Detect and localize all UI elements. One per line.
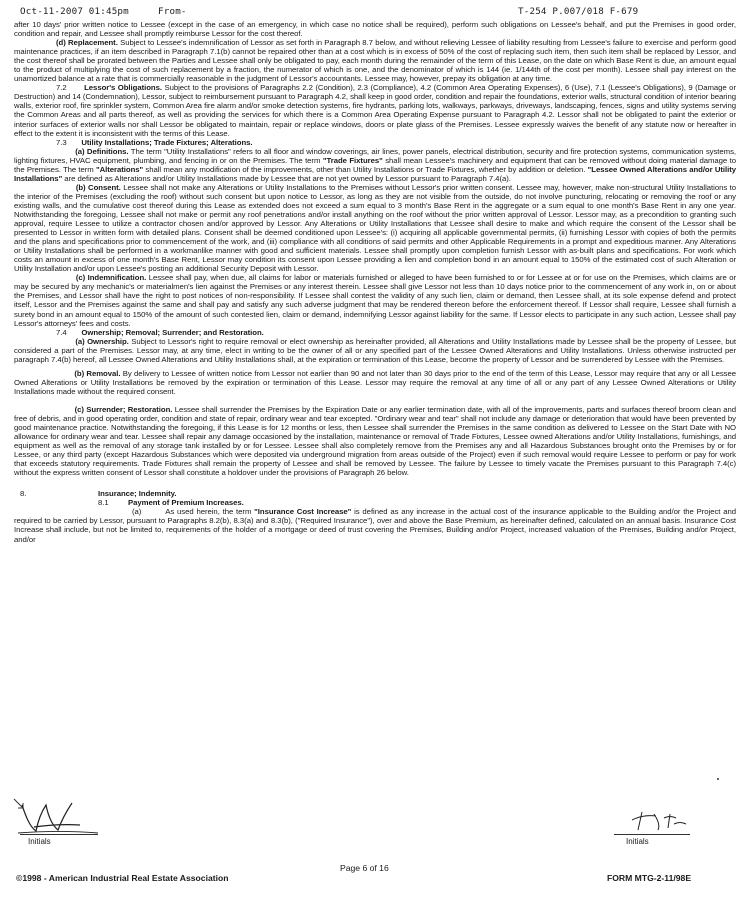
heading-indemnification: (c) Indemnification. [75,273,147,283]
intro-paragraph: after 10 days' prior written notice to Lessee (except in the case of an emergency, in which case no notice shall be required), perform such obligations on Lessee's behalf, and put the Premises in good order, condition and repair, and Lessee shall promptly reimburse Lessor for the cost thereof. [14,20,736,39]
paragraph-7-3-c: (c) Indemnification. Lessee shall pay, when due, all claims for labor or materials furnished or alleged to have been furnished to or for Lessee at or for use on the Premises, which claims are or may be secured by any mechanic's or materialmen's lien against the Premises or any interest therein. Lessee shall give Lessor not less than 10 days notice prior to the commencement of any work in, on or about the Premises, and Lessor shall have the right to post notices of non-responsibility. If Lessee shall contest the validity of any such lien, claim or demand, then Lessee shall, at its sole expense defend and protect itself, Lessor and the Premises against the same and shall pay and satisfy any such adverse judgment that may be rendered thereon before the enforcement thereof. If Lessor shall require, Lessee shall furnish a surety bond in an amount equal to 150% of the amount of such contested lien, claim or demand, indemnifying Lessor against liability for the same. If Lessor elects to participate in any such action, Lessee shall pay Lessor's attorneys' fees and costs. [14,273,736,328]
initials-label-right: Initials [626,837,649,846]
heading-consent: (b) Consent. [75,182,121,192]
section-8-1-heading: 8.1 Payment of Premium Increases. [98,498,244,508]
section-7-3-heading: 7.3 Utility Installations; Trade Fixtures; Alterations. [56,137,253,147]
page-number: Page 6 of 16 [340,863,389,873]
margin-arrow-mark [12,797,26,811]
document-body [14,20,736,544]
heading-ownership: (a) Ownership. [75,336,129,346]
paragraph-7-3-b: (b) Consent. Lessee shall not make any Alterations or Utility Installations to the Premises without Lessor's prior written consent. Lessee may, however, make non-structural Utility Installations to the interior of the Premises (excluding the roof) without such consent but upon notice to Lessor, as long as they are not visible from the outside, do not involve puncturing, relocating or removing the roof or any existing walls, and the cumulative cost thereof during this Lease as extended does not exceed a sum equal to 3 month's Base Rent in the aggregate or a sum equal to one month's Base Rent in any one year. Notwithstanding the foregoing, Lessee shall not make or permit any roof penetrations and/or install anything on the roof without the prior written approval of Lessor. Lessor may, as a precondition to granting such approval, require Lessee to utilize a contractor chosen and/or approved by Lessor. Any Alterations or Utility Installations that Lessee shall desire to make and which require the consent of the Lessor shall be presented to Lessor in written form with detailed plans. Consent shall be deemed conditioned upon Lessee's: (i) acquiring all applicable governmental permits, (ii) furnishing Lessor with copies of both the permits and the plans and specifications prior to commencement of the work, and (iii) compliance with all conditions of said permits and other Applicable Requirements in a prompt and expeditious manner. Any Alterations or Utility Installations shall be performed in a workmanlike manner with good and sufficient materials. Lessee shall promptly upon completion furnish Lessor with as-built plans and specifications. For work which costs an amount in excess of one month's Base Rent, Lessor may condition its consent upon Lessee providing a lien and completion bond in an amount equal to 150% of the estimated cost of such Alteration or Utility Installation and/or upon Lessee's posting an additional Security Deposit with Lessor. [14,182,736,274]
paragraph-7-4-a: (a) Ownership. Subject to Lessor's right to require removal or elect ownership as hereinafter provided, all Alterations and Utility Installations made by Lessee shall be the property of Lessee, but considered a part of the Premises. Lessor may, at any time, elect in writing to be the owner of all or any specified part of the Lessee Owned Alterations and Utility Installations. Unless otherwise instructed per paragraph 7.4(b) hereof, all Lessee Owned Alterations and Utility Installations shall, at the expiration or termination of this Lease, become the property of Lessor and be surrendered by Lessee with the Premises. [14,336,737,364]
paragraph-7-1-d: (d) Replacement. Subject to Lessee's indemnification of Lessor as set forth in Paragraph 8.7 below, and without relieving Lessee of liability resulting from Lessee's failure to exercise and perform good maintenance practices, if an item described in Paragraph 7.1(b) cannot be repaired other than at a cost which is in excess of 50% of the cost of replacing such item, then such item shall be replaced by Lessor, and the cost thereof shall be prorated between the Parties and Lessee shall only be obligated to pay, each month during the remainder of the term of this Lease, on the date on which Base Rent is due, an amount equal to the product of multiplying the cost of such replacement by a fraction, the numerator of which is one, and the denominator of which is 144 (ie. 1/144th of the cost per month). Lessee shall pay interest on the unamortized balance at a rate that is commercially reasonable in the judgment of Lessor's accountants. Lessee may, however, prepay its obligation at any time. [14,38,736,84]
initials-line-left [20,834,98,835]
heading-definitions: (a) Definitions. [75,146,129,156]
fax-page-info: T-254 P.007/018 F-679 [518,6,639,17]
heading-surrender-restoration: (c) Surrender; Restoration. [74,404,173,414]
initials-label-left: Initials [28,837,51,846]
paragraph-7-4-b: (b) Removal. By delivery to Lessee of written notice from Lessor not earlier than 90 and not later than 30 days prior to the end of the term of this Lease, Lessor may require that any or all Lessee Owned Alterations or Utility Installations be removed by the expiration or termination of this Lease. Lessor may require the removal at any time of all or any part of any Lessee Owned Alterations or Utility Installations made without the required consent. [14,368,737,396]
paragraph-8-1-a: (a) As used herein, the term "Insurance Cost Increase" is defined as any increase in the actual cost of the insurance applicable to the Building and/or the Project and required to be carried by Lessor, pursuant to Paragraphs 8.2(b), 8.3(a) and 8.3(b), ("Required Insurance"), over and above the Base Premium, as hereinafter defined, calculated on an annual basis. Insurance Cost Increase shall include, but not be limited to, requirements of the holder of a mortgage or deed of trust covering the Premises, Building and/or Project, increased valuation of the Premises, Building and/or Project, and/or [14,507,736,544]
heading-insurance-indemnity: Insurance; Indemnity. [98,489,177,499]
form-identifier: FORM MTG-2-11/98E [607,873,692,883]
fax-date-time: Oct-11-2007 01:45pm [20,6,129,17]
paragraph-7-2: 7.2 Lessor's Obligations. Subject to the provisions of Paragraphs 2.2 (Condition), 2.3 (Compliance), 4.2 (Common Area Operating Expenses), 6 (Use), 7.1 (Lessee's Obligations), 9 (Damage or Destruction) and 14 (Condemnation), Lessor, subject to reimbursement pursuant to Paragraph 4.2, shall keep in good order, condition and repair the foundations, exterior walls, structural condition of interior bearing walls, exterior roof, fire sprinkler system, Common Area fire alarm and/or smoke detection systems, fire hydrants, parking lots, walkways, parkways, driveways, landscaping, fences, signs and utility systems serving the Common Areas and all parts thereof, as well as providing the services for which there is a Common Area Operating Expense pursuant to Paragraph 4.2. Lessor shall not be obligated to paint the exterior or interior surfaces of exterior walls nor shall Lessor be obligated to maintain, repair or replace windows, doors or plate glass of the Premises. Lessee expressly waives the benefit of any statute now or hereafter in effect to the extent it is inconsistent with the terms of this Lease. [14,83,736,138]
paragraph-7-4-c: (c) Surrender; Restoration. Lessee shall surrender the Premises by the Expiration Date or any earlier termination date, with all of the improvements, parts and surfaces thereof broom clean and free of debris, and in good operating order, condition and state of repair, ordinary wear and tear excepted. "Ordinary wear and tear" shall not include any damage or deterioration that would have been prevented by good maintenance practice. Notwithstanding the foregoing, if this Lease is for 12 months or less, then Lessee shall surrender the Premises in the same condition as delivered to Lessee on the Start Date with NO allowance for ordinary wear and tear. Lessee shall repair any damage occasioned by the installation, maintenance or removal of Trade Fixtures, Lessee owned Alterations and/or Utility Installations, furnishings, and equipment as well as the removal of any storage tank installed by or for Lessee. Lessee shall also completely remove from the Premises any and all Hazardous Substances brought onto the Premises by or for Lessee, or any third party (except Hazardous Substances which were deposited via underground migration from areas outside of the Project) even if such removal would require Lessee to perform or pay for work that exceeds statutory requirements. Trade Fixtures shall remain the property of Lessee and shall be removed by Lessee. The failure by Lessee to timely vacate the Premises pursuant to this Paragraph 7.4(c) without the express written consent of Lessor shall constitute a holdover under the provisions of Paragraph 26 below. [14,404,737,478]
initials-line-right [614,834,690,835]
heading-ownership-removal: Ownership; Removal; Surrender; and Restoration. [81,327,264,337]
fax-header [20,6,738,20]
heading-utility-installations: Utility Installations; Trade Fixtures; Alterations. [81,137,253,147]
heading-lessors-obligations: Lessor's Obligations. [84,83,162,93]
scan-speck [717,778,719,780]
heading-payment-premium-increases: Payment of Premium Increases. [128,498,244,508]
heading-replacement: (d) Replacement. [56,38,118,48]
copyright-notice: ©1998 - American Industrial Real Estate Association [16,873,229,883]
fax-from: From- [158,6,187,17]
section-8-heading: 8. Insurance; Indemnity. [20,489,177,499]
heading-removal: (b) Removal. [74,368,121,378]
paragraph-7-3-a: (a) Definitions. The term "Utility Installations" refers to all floor and window coverings, air lines, power panels, electrical distribution, security and fire protection systems, communication systems, lighting fixtures, HVAC equipment, plumbing, and fencing in or on the Premises. The term "Trade Fixtures" shall mean Lessee's machinery and equipment that can be removed without doing material damage to the Premises. The term "Alterations" shall mean any modification of the improvements, other than Utility Installations or Trade Fixtures, whether by addition or deletion. "Lessee Owned Alterations and/or Utility Installations" are defined as Alterations and/or Utility Installations made by Lessee that are not yet owned by Lessor pursuant to Paragraph 7.4(a). [14,146,737,183]
section-7-4-heading: 7.4 Ownership; Removal; Surrender; and Restoration. [56,327,264,337]
initials-signature-left [14,797,100,837]
initials-signature-right [628,806,688,834]
